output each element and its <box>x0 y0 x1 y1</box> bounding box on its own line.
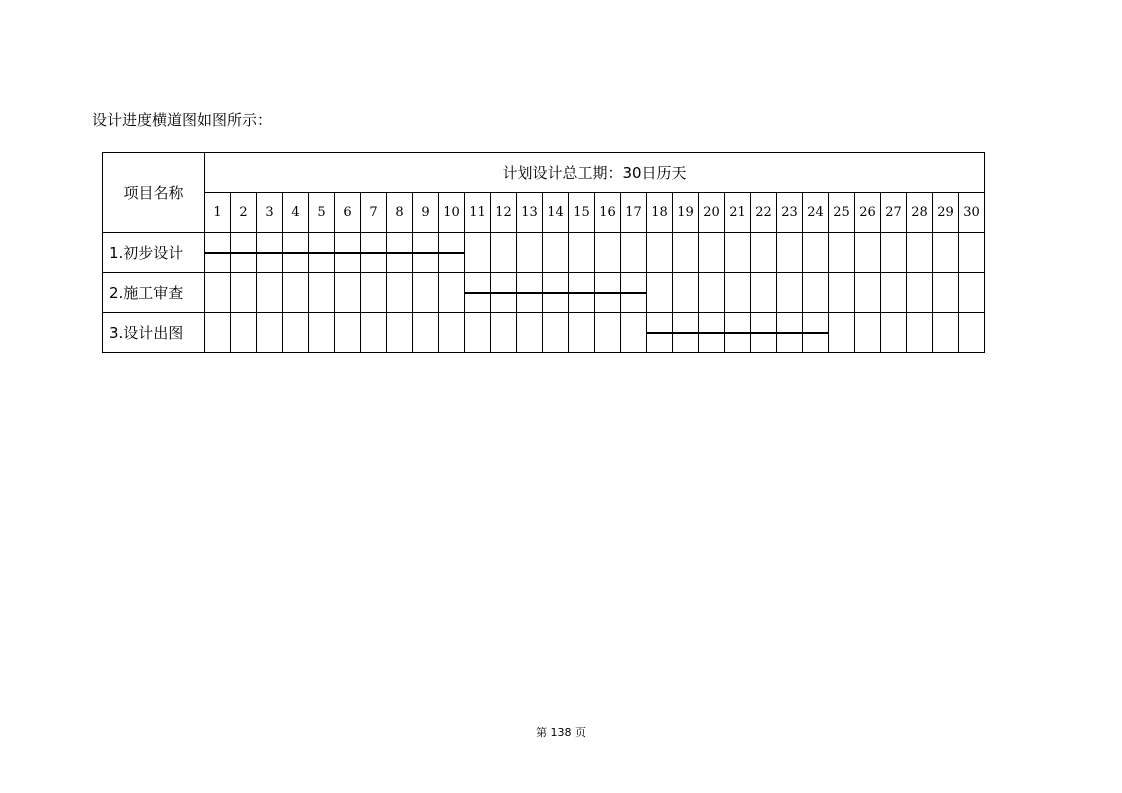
schedule-cell <box>335 273 361 313</box>
schedule-cell <box>803 233 829 273</box>
day-number-cell: 23 <box>777 193 803 233</box>
schedule-bar-segment <box>282 252 309 254</box>
day-number-cell: 15 <box>569 193 595 233</box>
schedule-cell <box>387 313 413 353</box>
schedule-cell <box>413 233 439 273</box>
schedule-cell <box>439 233 465 273</box>
schedule-cell <box>231 313 257 353</box>
day-number-cell: 19 <box>673 193 699 233</box>
task-row <box>103 313 985 353</box>
schedule-cell <box>855 313 881 353</box>
day-number-cell: 6 <box>335 193 361 233</box>
day-number-cell: 16 <box>595 193 621 233</box>
day-number-cell: 4 <box>283 193 309 233</box>
schedule-bar-segment <box>464 292 491 294</box>
schedule-cell <box>725 233 751 273</box>
schedule-cell <box>595 273 621 313</box>
schedule-cell <box>361 313 387 353</box>
day-number-cell: 28 <box>907 193 933 233</box>
schedule-cell <box>777 273 803 313</box>
schedule-cell <box>777 313 803 353</box>
schedule-cell <box>361 273 387 313</box>
schedule-cell <box>335 233 361 273</box>
schedule-bar-segment <box>360 252 387 254</box>
schedule-cell <box>595 233 621 273</box>
schedule-cell <box>621 273 647 313</box>
schedule-cell <box>309 233 335 273</box>
schedule-cell <box>335 313 361 353</box>
schedule-cell <box>231 233 257 273</box>
schedule-cell <box>595 313 621 353</box>
schedule-cell <box>491 233 517 273</box>
task-row <box>103 273 985 313</box>
schedule-cell <box>855 273 881 313</box>
schedule-cell <box>361 233 387 273</box>
schedule-cell <box>465 313 491 353</box>
day-number-cell: 24 <box>803 193 829 233</box>
day-number-cell: 9 <box>413 193 439 233</box>
intro-text: 设计进度横道图如图所示： <box>92 111 273 129</box>
page-number: 第 138 页 <box>536 726 586 739</box>
schedule-bar-segment <box>490 292 517 294</box>
schedule-cell <box>673 233 699 273</box>
schedule-cell <box>283 233 309 273</box>
schedule-cell <box>231 273 257 313</box>
schedule-bar-segment <box>646 332 673 334</box>
task-name: 2.施工审查 <box>103 273 205 313</box>
schedule-cell <box>907 233 933 273</box>
schedule-cell <box>933 233 959 273</box>
day-number-cell: 7 <box>361 193 387 233</box>
schedule-cell <box>491 273 517 313</box>
schedule-cell <box>205 313 231 353</box>
schedule-cell <box>257 233 283 273</box>
day-number-cell: 8 <box>387 193 413 233</box>
schedule-cell <box>517 233 543 273</box>
schedule-bar-segment <box>568 292 595 294</box>
schedule-bar-segment <box>334 252 361 254</box>
schedule-cell <box>829 313 855 353</box>
schedule-cell <box>881 233 907 273</box>
schedule-bar-segment <box>802 332 829 334</box>
schedule-bar-segment <box>412 252 439 254</box>
gantt-table <box>102 152 985 353</box>
day-number-cell: 1 <box>205 193 231 233</box>
schedule-cell <box>907 313 933 353</box>
schedule-cell <box>751 313 777 353</box>
schedule-cell <box>205 273 231 313</box>
schedule-cell <box>387 273 413 313</box>
schedule-cell <box>725 273 751 313</box>
schedule-cell <box>569 313 595 353</box>
schedule-cell <box>933 313 959 353</box>
schedule-cell <box>699 233 725 273</box>
schedule-cell <box>699 273 725 313</box>
day-number-cell: 2 <box>231 193 257 233</box>
schedule-cell <box>673 273 699 313</box>
schedule-cell <box>959 273 985 313</box>
day-number-cell: 30 <box>959 193 985 233</box>
schedule-cell <box>309 313 335 353</box>
day-number-cell: 20 <box>699 193 725 233</box>
schedule-cell <box>829 273 855 313</box>
schedule-cell <box>881 313 907 353</box>
day-number-cell: 22 <box>751 193 777 233</box>
schedule-cell <box>699 313 725 353</box>
task-name: 1.初步设计 <box>103 233 205 273</box>
schedule-cell <box>959 233 985 273</box>
schedule-cell <box>283 273 309 313</box>
day-number-cell: 10 <box>439 193 465 233</box>
header-row <box>103 153 985 193</box>
schedule-cell <box>621 233 647 273</box>
day-number-cell: 5 <box>309 193 335 233</box>
schedule-bar-segment <box>724 332 751 334</box>
schedule-cell <box>491 313 517 353</box>
day-number-row <box>103 193 985 233</box>
schedule-bar-segment <box>308 252 335 254</box>
schedule-bar-segment <box>594 292 621 294</box>
schedule-cell <box>439 273 465 313</box>
day-number-cell: 14 <box>543 193 569 233</box>
schedule-cell <box>543 233 569 273</box>
schedule-cell <box>907 273 933 313</box>
schedule-bar-segment <box>516 292 543 294</box>
schedule-cell <box>257 313 283 353</box>
day-number-cell: 18 <box>647 193 673 233</box>
schedule-cell <box>205 233 231 273</box>
schedule-cell <box>751 233 777 273</box>
schedule-cell <box>621 313 647 353</box>
day-number-cell: 25 <box>829 193 855 233</box>
schedule-cell <box>413 313 439 353</box>
schedule-bar-segment <box>230 252 257 254</box>
schedule-cell <box>543 273 569 313</box>
schedule-cell <box>829 233 855 273</box>
schedule-cell <box>647 313 673 353</box>
day-number-cell: 29 <box>933 193 959 233</box>
schedule-cell <box>517 313 543 353</box>
day-number-cell: 11 <box>465 193 491 233</box>
schedule-cell <box>725 313 751 353</box>
schedule-bar-segment <box>204 252 231 254</box>
schedule-cell <box>959 313 985 353</box>
schedule-cell <box>465 233 491 273</box>
schedule-cell <box>569 273 595 313</box>
schedule-cell <box>257 273 283 313</box>
schedule-cell <box>933 273 959 313</box>
schedule-cell <box>413 273 439 313</box>
schedule-cell <box>673 313 699 353</box>
schedule-cell <box>647 273 673 313</box>
day-number-cell: 13 <box>517 193 543 233</box>
schedule-cell <box>751 273 777 313</box>
schedule-cell <box>803 313 829 353</box>
day-number-cell: 17 <box>621 193 647 233</box>
schedule-cell <box>881 273 907 313</box>
schedule-bar-segment <box>542 292 569 294</box>
day-number-cell: 12 <box>491 193 517 233</box>
schedule-cell <box>777 233 803 273</box>
schedule-cell <box>517 273 543 313</box>
schedule-cell <box>283 313 309 353</box>
schedule-cell <box>647 233 673 273</box>
schedule-bar-segment <box>620 292 647 294</box>
schedule-bar-segment <box>698 332 725 334</box>
schedule-cell <box>387 233 413 273</box>
schedule-cell <box>309 273 335 313</box>
schedule-cell <box>543 313 569 353</box>
day-number-cell: 3 <box>257 193 283 233</box>
plan-duration-header: 计划设计总工期：30日历天 <box>205 153 985 193</box>
task-name: 3.设计出图 <box>103 313 205 353</box>
schedule-bar-segment <box>438 252 465 254</box>
schedule-bar-segment <box>256 252 283 254</box>
schedule-cell <box>855 233 881 273</box>
project-name-header: 项目名称 <box>103 153 205 233</box>
schedule-cell <box>569 233 595 273</box>
day-number-cell: 26 <box>855 193 881 233</box>
schedule-cell <box>465 273 491 313</box>
task-row <box>103 233 985 273</box>
schedule-bar-segment <box>672 332 699 334</box>
schedule-bar-segment <box>386 252 413 254</box>
schedule-bar-segment <box>776 332 803 334</box>
schedule-cell <box>439 313 465 353</box>
day-number-cell: 27 <box>881 193 907 233</box>
schedule-cell <box>803 273 829 313</box>
day-number-cell: 21 <box>725 193 751 233</box>
schedule-bar-segment <box>750 332 777 334</box>
